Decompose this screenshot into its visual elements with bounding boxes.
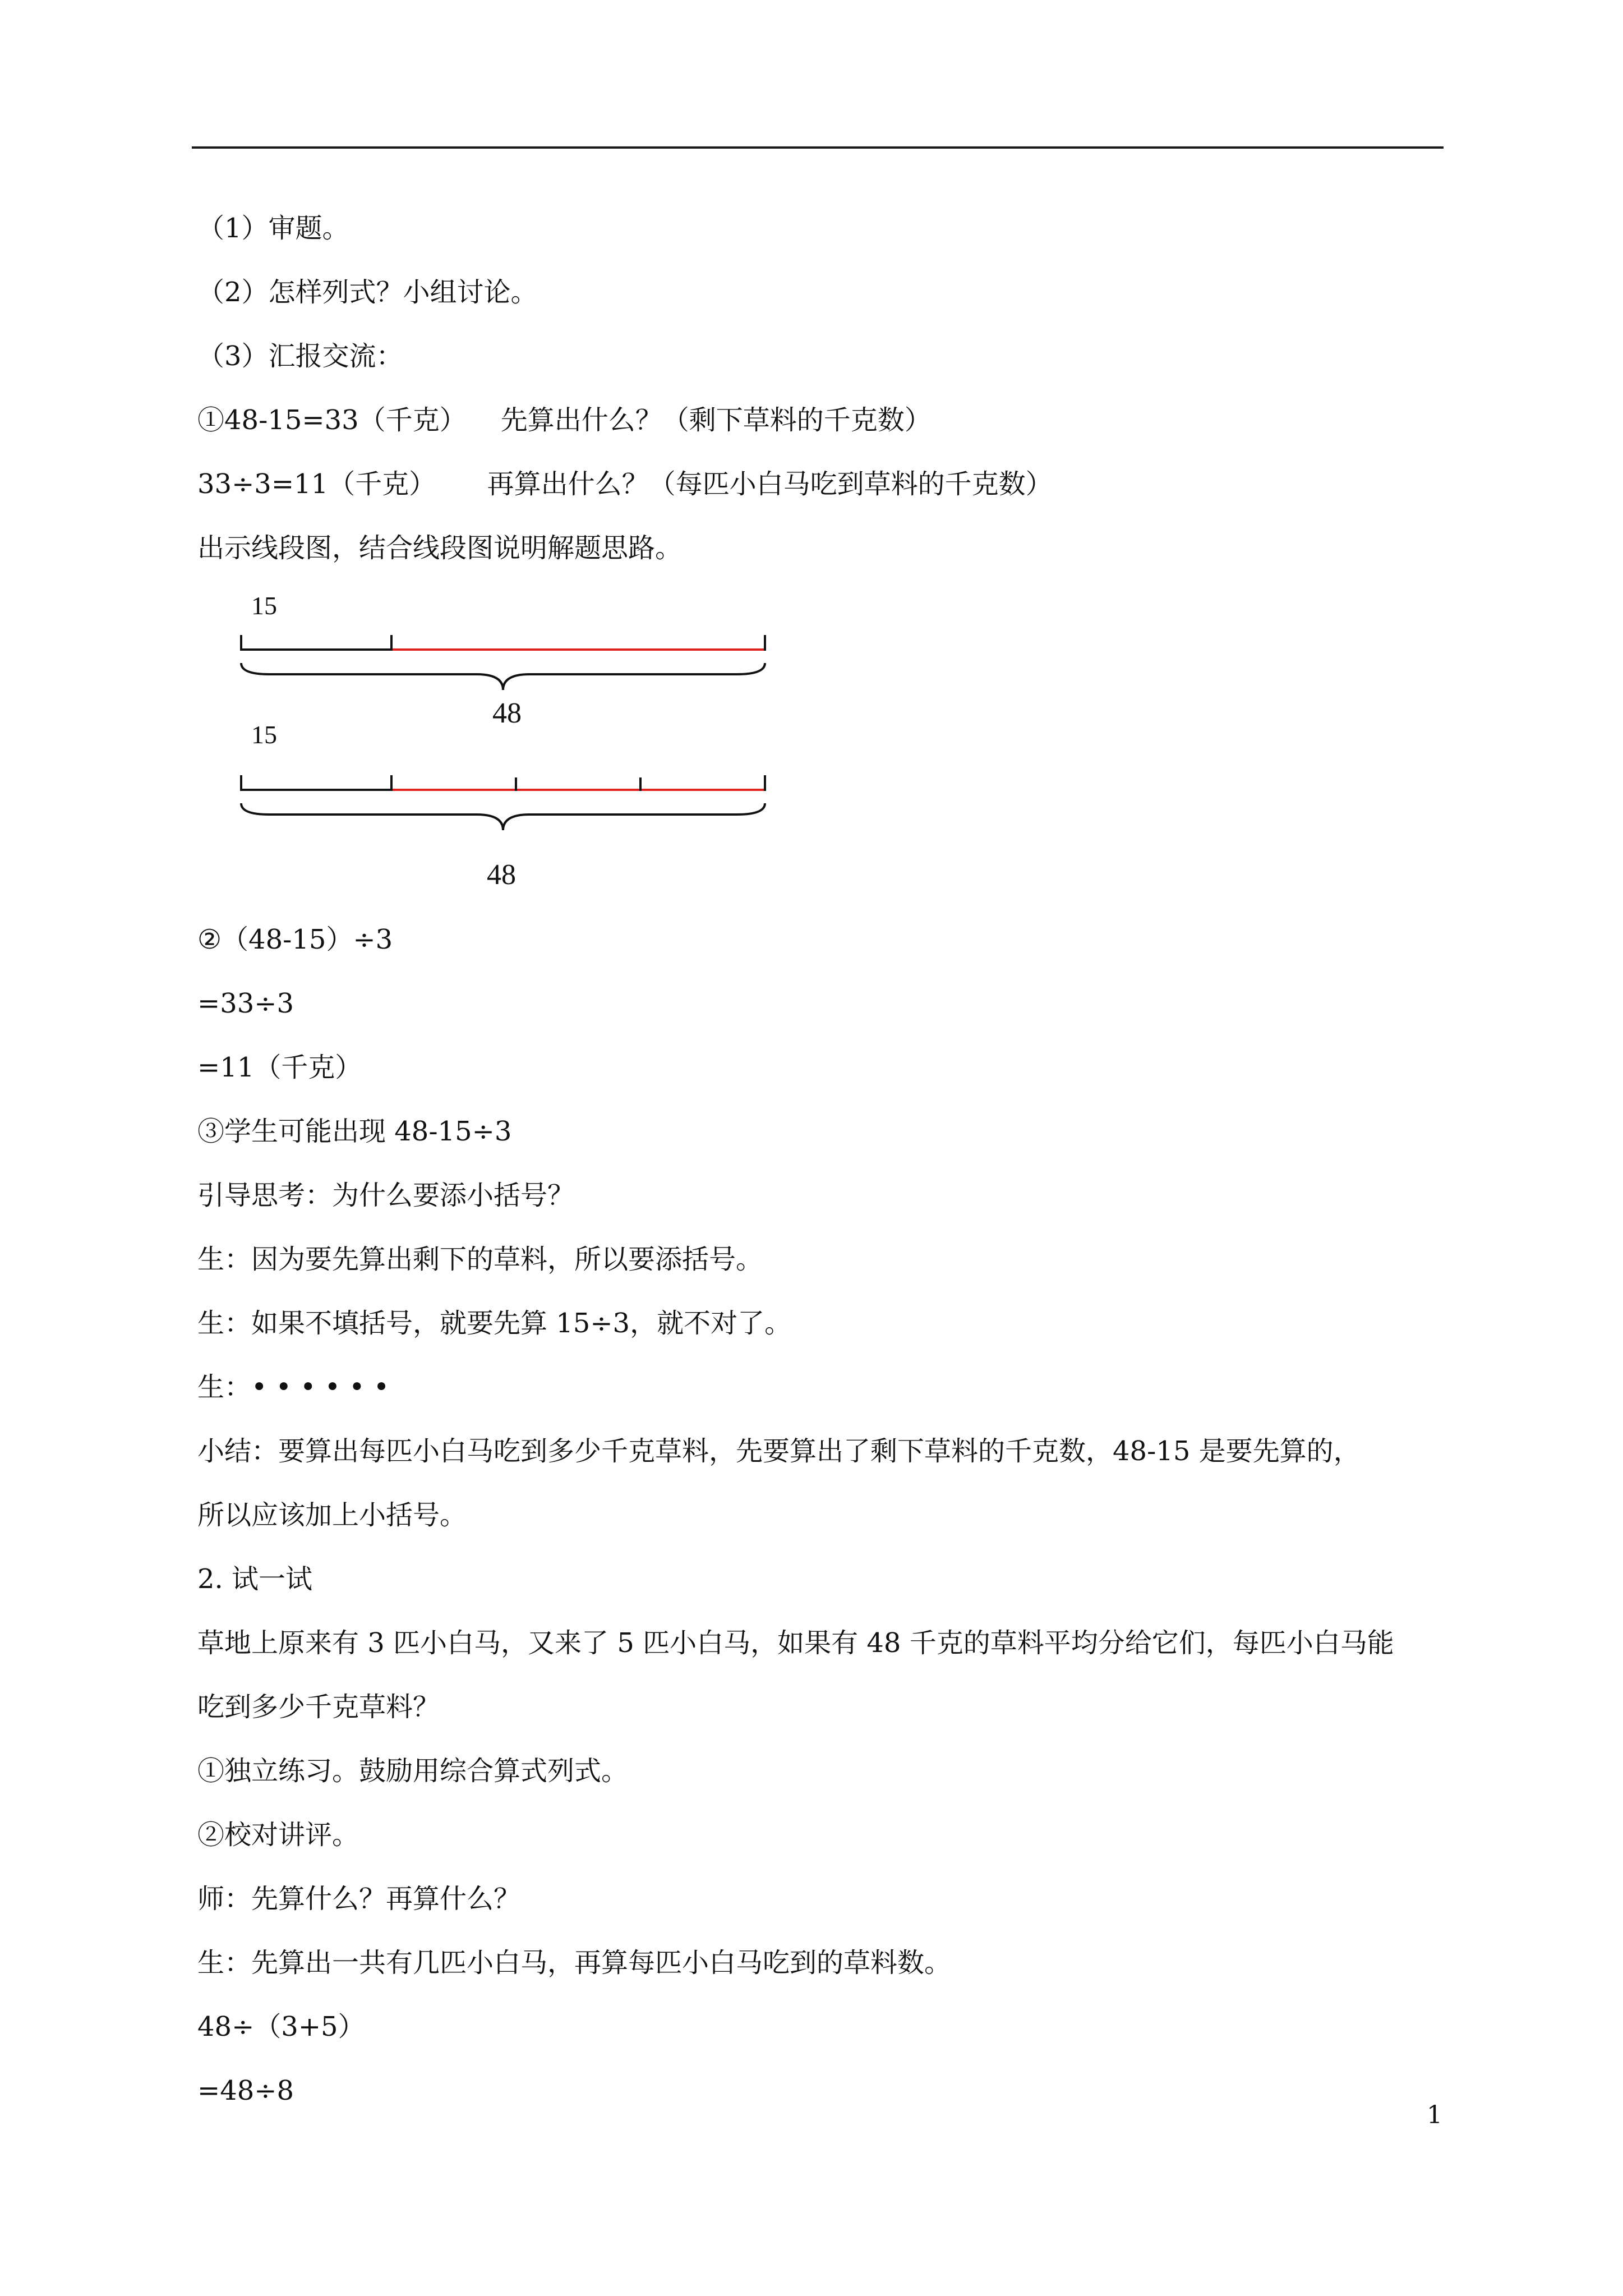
text-line-10: ③学生可能出现 48-15÷3 xyxy=(197,1116,512,1147)
text-line-4: ①48-15=33（千克） 先算出什么？（剩下草料的千克数） xyxy=(197,404,932,436)
header-rule xyxy=(192,146,1444,149)
text-line-6: 出示线段图，结合线段图说明解题思路。 xyxy=(197,532,683,564)
diagram2-brace xyxy=(241,803,765,830)
text-line-21: ②校对讲评。 xyxy=(197,1819,359,1851)
text-line-18: 草地上原来有 3 匹小白马，又来了 5 匹小白马，如果有 48 千克的草料平均分给它们，每匹小白马能 xyxy=(197,1627,1394,1659)
text-line-3: （3）汇报交流： xyxy=(197,341,403,372)
text-line-15: 小结：要算出每匹小白马吃到多少千克草料，先要算出了剩下草料的千克数，48-15 是要先算的， xyxy=(197,1435,1361,1467)
text-line-13: 生：如果不填括号，就要先算 15÷3，就不对了。 xyxy=(197,1308,792,1339)
diagram1-label-15: 15 xyxy=(251,591,277,620)
diagram1-brace xyxy=(241,663,765,690)
text-line-12: 生：因为要先算出剩下的草料，所以要添括号。 xyxy=(197,1244,763,1275)
diagram2-label-48: 48 xyxy=(487,859,516,891)
text-line-24: 48÷（3+5） xyxy=(197,2011,365,2042)
text-line-16: 所以应该加上小括号。 xyxy=(197,1499,467,1531)
line-segment-diagram xyxy=(224,583,785,898)
page-number: 1 xyxy=(1427,2101,1442,2129)
text-line-17: 2. 试一试 xyxy=(197,1563,313,1595)
text-line-9: =11（千克） xyxy=(197,1052,362,1083)
text-line-19: 吃到多少千克草料？ xyxy=(197,1691,440,1723)
text-line-11: 引导思考：为什么要添小括号？ xyxy=(197,1180,575,1211)
text-line-14: 生：• • • • • • xyxy=(197,1372,390,1403)
text-line-1: （1）审题。 xyxy=(197,213,349,244)
text-line-5: 33÷3=11（千克） 再算出什么？（每匹小白马吃到草料的千克数） xyxy=(197,468,1053,500)
text-line-22: 师：先算什么？再算什么？ xyxy=(197,1883,521,1915)
diagram2-label-15: 15 xyxy=(251,720,277,749)
text-line-25: =48÷8 xyxy=(197,2075,294,2106)
text-line-2: （2）怎样列式？小组讨论。 xyxy=(197,277,538,308)
text-line-20: ①独立练习。鼓励用综合算式列式。 xyxy=(197,1755,629,1787)
text-line-7: ②（48-15）÷3 xyxy=(197,924,393,955)
text-line-23: 生：先算出一共有几匹小白马，再算每匹小白马吃到的草料数。 xyxy=(197,1947,952,1978)
text-line-8: =33÷3 xyxy=(197,988,294,1019)
diagram1-label-48: 48 xyxy=(492,697,522,729)
